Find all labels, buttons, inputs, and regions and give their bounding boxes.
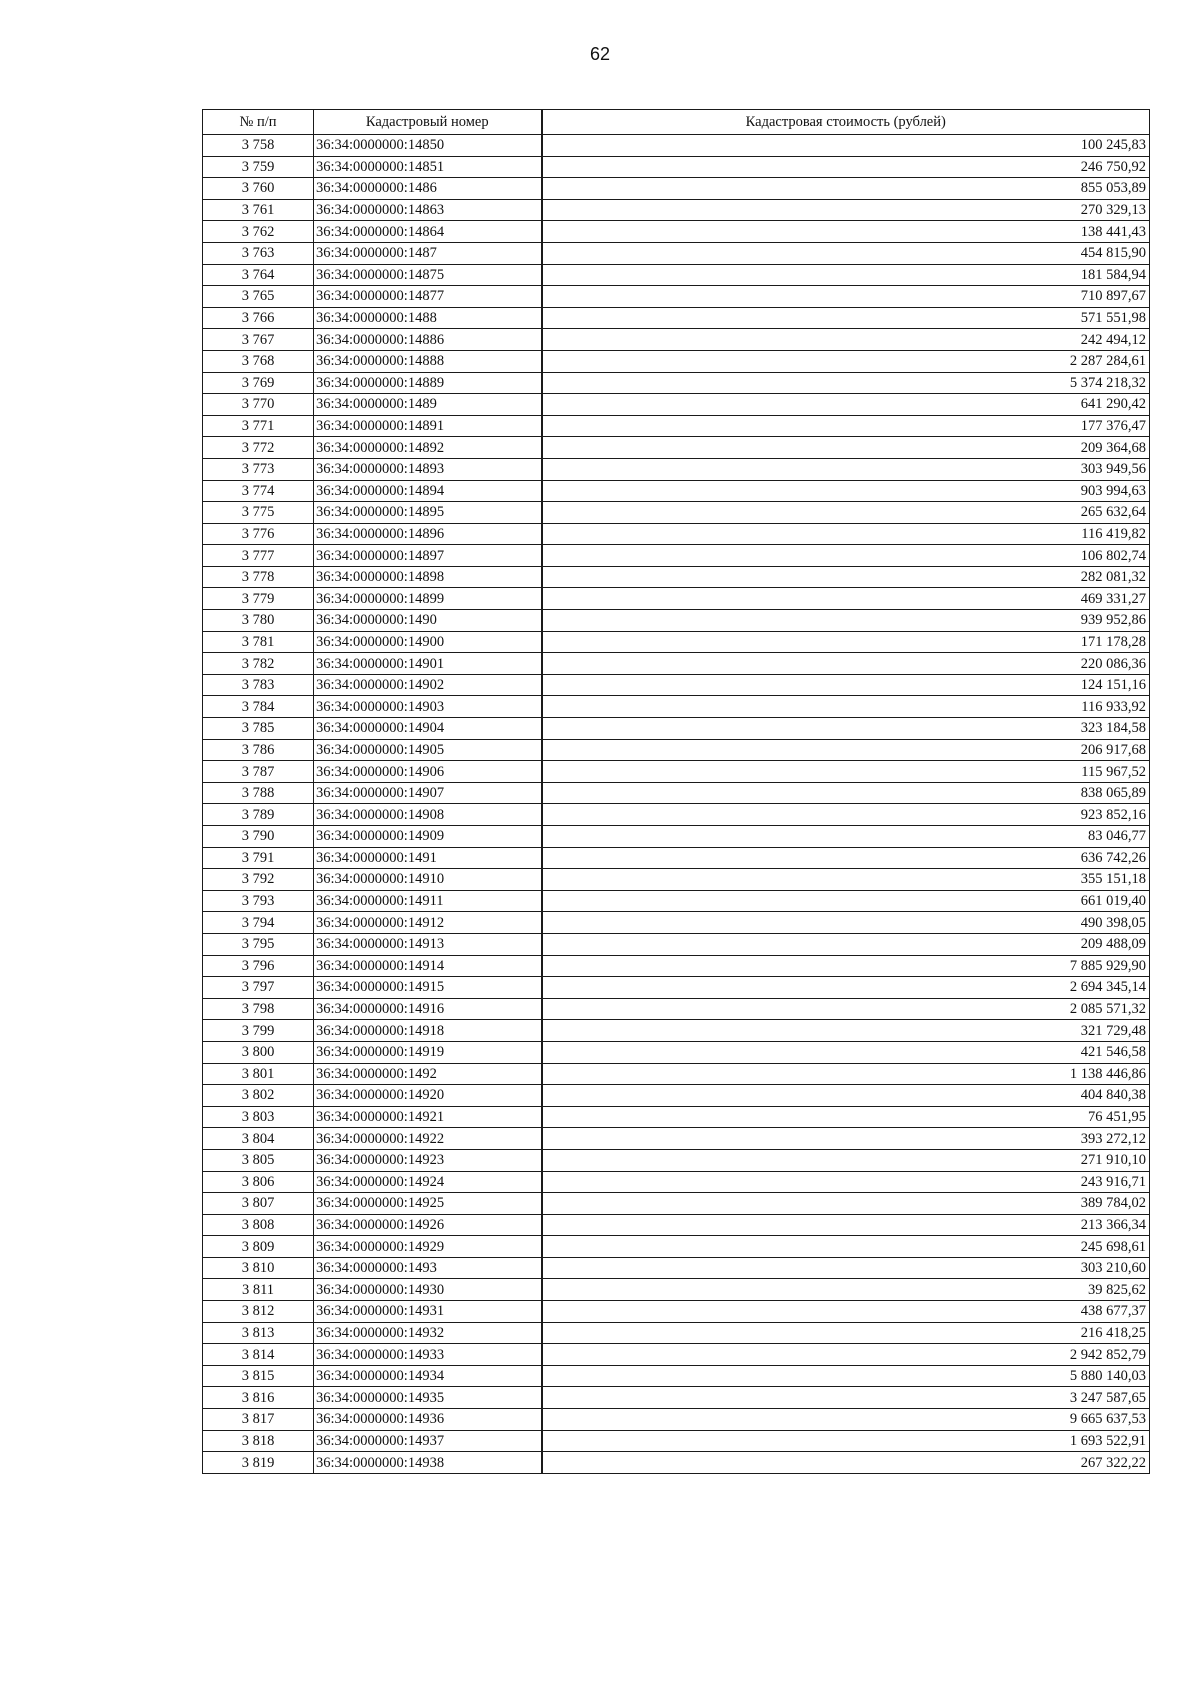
table-row (203, 437, 1150, 459)
table-row (203, 221, 1150, 243)
row-number-cell: 3 801 (203, 1063, 314, 1085)
row-number-cell: 3 814 (203, 1344, 314, 1366)
cadastral-number-cell: 36:34:0000000:14910 (314, 869, 542, 891)
row-number-cell: 3 806 (203, 1171, 314, 1193)
row-number-cell: 3 792 (203, 869, 314, 891)
row-number-cell: 3 818 (203, 1430, 314, 1452)
cadastral-value-cell: 9 665 637,53 (542, 1409, 1150, 1431)
cadastral-value-cell: 242 494,12 (542, 329, 1150, 351)
cadastral-value-cell: 2 085 571,32 (542, 998, 1150, 1020)
table-row (203, 847, 1150, 869)
header-cadastral-value: Кадастровая стоимость (рублей) (542, 110, 1150, 135)
cadastral-number-cell: 36:34:0000000:14906 (314, 761, 542, 783)
table-row (203, 135, 1150, 157)
table-row (203, 955, 1150, 977)
row-number-cell: 3 758 (203, 135, 314, 157)
table-row (203, 933, 1150, 955)
table-row (203, 977, 1150, 999)
table-row (203, 998, 1150, 1020)
cadastral-value-cell: 1 693 522,91 (542, 1430, 1150, 1452)
cadastral-number-cell: 36:34:0000000:14897 (314, 545, 542, 567)
row-number-cell: 3 808 (203, 1214, 314, 1236)
table-row (203, 242, 1150, 264)
cadastral-number-cell: 36:34:0000000:1487 (314, 242, 542, 264)
row-number-cell: 3 769 (203, 372, 314, 394)
cadastral-value-cell: 116 933,92 (542, 696, 1150, 718)
table-row (203, 739, 1150, 761)
table-row (203, 890, 1150, 912)
table-row (203, 1128, 1150, 1150)
cadastral-value-cell: 213 366,34 (542, 1214, 1150, 1236)
cadastral-value-cell: 303 949,56 (542, 458, 1150, 480)
table-row (203, 1085, 1150, 1107)
cadastral-number-cell: 36:34:0000000:14875 (314, 264, 542, 286)
table-row (203, 415, 1150, 437)
row-number-cell: 3 778 (203, 566, 314, 588)
table-row (203, 1214, 1150, 1236)
cadastral-value-cell: 206 917,68 (542, 739, 1150, 761)
table-row (203, 1020, 1150, 1042)
cadastral-value-cell: 100 245,83 (542, 135, 1150, 157)
row-number-cell: 3 780 (203, 610, 314, 632)
cadastral-number-cell: 36:34:0000000:14888 (314, 350, 542, 372)
cadastral-number-cell: 36:34:0000000:14924 (314, 1171, 542, 1193)
cadastral-number-cell: 36:34:0000000:14905 (314, 739, 542, 761)
table-row (203, 1365, 1150, 1387)
cadastral-value-cell: 116 419,82 (542, 523, 1150, 545)
cadastral-number-cell: 36:34:0000000:14929 (314, 1236, 542, 1258)
table-row (203, 1193, 1150, 1215)
row-number-cell: 3 782 (203, 653, 314, 675)
row-number-cell: 3 777 (203, 545, 314, 567)
cadastral-value-cell: 393 272,12 (542, 1128, 1150, 1150)
cadastral-number-cell: 36:34:0000000:14923 (314, 1149, 542, 1171)
cadastral-value-cell: 303 210,60 (542, 1257, 1150, 1279)
row-number-cell: 3 775 (203, 502, 314, 524)
cadastral-number-cell: 36:34:0000000:14851 (314, 156, 542, 178)
cadastral-number-cell: 36:34:0000000:14895 (314, 502, 542, 524)
row-number-cell: 3 783 (203, 674, 314, 696)
cadastral-value-cell: 355 151,18 (542, 869, 1150, 891)
cadastral-value-cell: 171 178,28 (542, 631, 1150, 653)
row-number-cell: 3 764 (203, 264, 314, 286)
cadastral-value-cell: 76 451,95 (542, 1106, 1150, 1128)
row-number-cell: 3 761 (203, 199, 314, 221)
cadastral-number-cell: 36:34:0000000:14893 (314, 458, 542, 480)
cadastral-number-cell: 36:34:0000000:1486 (314, 178, 542, 200)
cadastral-value-cell: 220 086,36 (542, 653, 1150, 675)
table-row (203, 718, 1150, 740)
table-row (203, 588, 1150, 610)
table-row (203, 1430, 1150, 1452)
cadastral-number-cell: 36:34:0000000:14936 (314, 1409, 542, 1431)
table-header-row (203, 110, 1150, 135)
row-number-cell: 3 759 (203, 156, 314, 178)
row-number-cell: 3 790 (203, 826, 314, 848)
row-number-cell: 3 774 (203, 480, 314, 502)
row-number-cell: 3 813 (203, 1322, 314, 1344)
cadastral-number-cell: 36:34:0000000:14900 (314, 631, 542, 653)
cadastral-value-cell: 490 398,05 (542, 912, 1150, 934)
cadastral-number-cell: 36:34:0000000:14864 (314, 221, 542, 243)
cadastral-value-cell: 282 081,32 (542, 566, 1150, 588)
row-number-cell: 3 793 (203, 890, 314, 912)
row-number-cell: 3 762 (203, 221, 314, 243)
cadastral-value-cell: 209 488,09 (542, 933, 1150, 955)
table-row (203, 1322, 1150, 1344)
row-number-cell: 3 786 (203, 739, 314, 761)
table-row (203, 1257, 1150, 1279)
header-row-number: № п/п (203, 110, 314, 135)
cadastral-value-cell: 216 418,25 (542, 1322, 1150, 1344)
row-number-cell: 3 768 (203, 350, 314, 372)
table-row (203, 372, 1150, 394)
row-number-cell: 3 804 (203, 1128, 314, 1150)
cadastral-value-cell: 855 053,89 (542, 178, 1150, 200)
row-number-cell: 3 800 (203, 1041, 314, 1063)
cadastral-number-cell: 36:34:0000000:14891 (314, 415, 542, 437)
cadastral-number-cell: 36:34:0000000:1490 (314, 610, 542, 632)
cadastral-number-cell: 36:34:0000000:14938 (314, 1452, 542, 1474)
cadastral-number-cell: 36:34:0000000:14889 (314, 372, 542, 394)
table-row (203, 1063, 1150, 1085)
table-row (203, 610, 1150, 632)
row-number-cell: 3 819 (203, 1452, 314, 1474)
cadastral-value-cell: 438 677,37 (542, 1301, 1150, 1323)
page-number: 62 (589, 44, 611, 64)
cadastral-value-cell: 138 441,43 (542, 221, 1150, 243)
cadastral-number-cell: 36:34:0000000:14863 (314, 199, 542, 221)
cadastral-value-table (202, 109, 1150, 1474)
row-number-cell: 3 802 (203, 1085, 314, 1107)
cadastral-number-cell: 36:34:0000000:1492 (314, 1063, 542, 1085)
cadastral-value-cell: 710 897,67 (542, 286, 1150, 308)
row-number-cell: 3 805 (203, 1149, 314, 1171)
cadastral-value-cell: 1 138 446,86 (542, 1063, 1150, 1085)
cadastral-number-cell: 36:34:0000000:14933 (314, 1344, 542, 1366)
cadastral-value-cell: 7 885 929,90 (542, 955, 1150, 977)
cadastral-value-cell: 267 322,22 (542, 1452, 1150, 1474)
cadastral-value-cell: 903 994,63 (542, 480, 1150, 502)
cadastral-number-cell: 36:34:0000000:14902 (314, 674, 542, 696)
cadastral-number-cell: 36:34:0000000:1489 (314, 394, 542, 416)
table-row (203, 264, 1150, 286)
cadastral-number-cell: 36:34:0000000:14898 (314, 566, 542, 588)
cadastral-number-cell: 36:34:0000000:14922 (314, 1128, 542, 1150)
table-row (203, 156, 1150, 178)
table-row (203, 653, 1150, 675)
cadastral-number-cell: 36:34:0000000:14934 (314, 1365, 542, 1387)
row-number-cell: 3 817 (203, 1409, 314, 1431)
row-number-cell: 3 796 (203, 955, 314, 977)
cadastral-number-cell: 36:34:0000000:14915 (314, 977, 542, 999)
row-number-cell: 3 765 (203, 286, 314, 308)
row-number-cell: 3 811 (203, 1279, 314, 1301)
table-row (203, 1344, 1150, 1366)
cadastral-value-cell: 2 694 345,14 (542, 977, 1150, 999)
cadastral-value-cell: 2 287 284,61 (542, 350, 1150, 372)
cadastral-number-cell: 36:34:0000000:14877 (314, 286, 542, 308)
cadastral-number-cell: 36:34:0000000:14918 (314, 1020, 542, 1042)
table-row (203, 869, 1150, 891)
table-row (203, 545, 1150, 567)
row-number-cell: 3 771 (203, 415, 314, 437)
row-number-cell: 3 812 (203, 1301, 314, 1323)
cadastral-value-cell: 323 184,58 (542, 718, 1150, 740)
cadastral-number-cell: 36:34:0000000:14907 (314, 782, 542, 804)
row-number-cell: 3 789 (203, 804, 314, 826)
row-number-cell: 3 776 (203, 523, 314, 545)
row-number-cell: 3 773 (203, 458, 314, 480)
table-row (203, 178, 1150, 200)
cadastral-value-cell: 641 290,42 (542, 394, 1150, 416)
cadastral-value-cell: 270 329,13 (542, 199, 1150, 221)
row-number-cell: 3 791 (203, 847, 314, 869)
cadastral-number-cell: 36:34:0000000:14937 (314, 1430, 542, 1452)
cadastral-value-cell: 404 840,38 (542, 1085, 1150, 1107)
cadastral-number-cell: 36:34:0000000:1488 (314, 307, 542, 329)
cadastral-value-cell: 321 729,48 (542, 1020, 1150, 1042)
table-row (203, 394, 1150, 416)
cadastral-value-cell: 636 742,26 (542, 847, 1150, 869)
row-number-cell: 3 785 (203, 718, 314, 740)
row-number-cell: 3 784 (203, 696, 314, 718)
table-row (203, 1387, 1150, 1409)
row-number-cell: 3 766 (203, 307, 314, 329)
row-number-cell: 3 809 (203, 1236, 314, 1258)
cadastral-number-cell: 36:34:0000000:14930 (314, 1279, 542, 1301)
row-number-cell: 3 798 (203, 998, 314, 1020)
table-row (203, 1149, 1150, 1171)
cadastral-number-cell: 36:34:0000000:1493 (314, 1257, 542, 1279)
row-number-cell: 3 816 (203, 1387, 314, 1409)
row-number-cell: 3 807 (203, 1193, 314, 1215)
table-row (203, 1452, 1150, 1474)
row-number-cell: 3 781 (203, 631, 314, 653)
row-number-cell: 3 797 (203, 977, 314, 999)
cadastral-value-cell: 469 331,27 (542, 588, 1150, 610)
cadastral-value-cell: 265 632,64 (542, 502, 1150, 524)
table-row (203, 1236, 1150, 1258)
table-body (203, 135, 1150, 1474)
cadastral-number-cell: 36:34:0000000:14904 (314, 718, 542, 740)
cadastral-number-cell: 36:34:0000000:14935 (314, 1387, 542, 1409)
cadastral-value-cell: 923 852,16 (542, 804, 1150, 826)
cadastral-value-cell: 124 151,16 (542, 674, 1150, 696)
row-number-cell: 3 799 (203, 1020, 314, 1042)
cadastral-number-cell: 36:34:0000000:14925 (314, 1193, 542, 1215)
cadastral-number-cell: 36:34:0000000:14913 (314, 933, 542, 955)
row-number-cell: 3 767 (203, 329, 314, 351)
cadastral-number-cell: 36:34:0000000:14886 (314, 329, 542, 351)
cadastral-value-cell: 243 916,71 (542, 1171, 1150, 1193)
cadastral-value-cell: 838 065,89 (542, 782, 1150, 804)
cadastral-value-cell: 661 019,40 (542, 890, 1150, 912)
table-row (203, 480, 1150, 502)
table-row (203, 804, 1150, 826)
table-row (203, 1106, 1150, 1128)
row-number-cell: 3 794 (203, 912, 314, 934)
cadastral-value-cell: 571 551,98 (542, 307, 1150, 329)
table-row (203, 329, 1150, 351)
cadastral-value-cell: 246 750,92 (542, 156, 1150, 178)
cadastral-value-cell: 209 364,68 (542, 437, 1150, 459)
cadastral-number-cell: 36:34:0000000:14914 (314, 955, 542, 977)
row-number-cell: 3 787 (203, 761, 314, 783)
row-number-cell: 3 795 (203, 933, 314, 955)
cadastral-number-cell: 36:34:0000000:14899 (314, 588, 542, 610)
cadastral-number-cell: 36:34:0000000:14931 (314, 1301, 542, 1323)
cadastral-number-cell: 36:34:0000000:1491 (314, 847, 542, 869)
cadastral-value-cell: 939 952,86 (542, 610, 1150, 632)
cadastral-number-cell: 36:34:0000000:14909 (314, 826, 542, 848)
cadastral-number-cell: 36:34:0000000:14921 (314, 1106, 542, 1128)
table-row (203, 1409, 1150, 1431)
row-number-cell: 3 763 (203, 242, 314, 264)
cadastral-value-cell: 39 825,62 (542, 1279, 1150, 1301)
cadastral-value-cell: 389 784,02 (542, 1193, 1150, 1215)
header-cadastral-number: Кадастровый номер (314, 110, 542, 135)
table-row (203, 566, 1150, 588)
cadastral-number-cell: 36:34:0000000:14892 (314, 437, 542, 459)
cadastral-number-cell: 36:34:0000000:14926 (314, 1214, 542, 1236)
table-row (203, 912, 1150, 934)
cadastral-value-cell: 3 247 587,65 (542, 1387, 1150, 1409)
table-row (203, 307, 1150, 329)
cadastral-value-cell: 2 942 852,79 (542, 1344, 1150, 1366)
row-number-cell: 3 779 (203, 588, 314, 610)
row-number-cell: 3 803 (203, 1106, 314, 1128)
row-number-cell: 3 772 (203, 437, 314, 459)
cadastral-number-cell: 36:34:0000000:14903 (314, 696, 542, 718)
cadastral-value-cell: 177 376,47 (542, 415, 1150, 437)
cadastral-number-cell: 36:34:0000000:14896 (314, 523, 542, 545)
table-row (203, 696, 1150, 718)
cadastral-value-cell: 106 802,74 (542, 545, 1150, 567)
cadastral-number-cell: 36:34:0000000:14916 (314, 998, 542, 1020)
table-row (203, 1171, 1150, 1193)
row-number-cell: 3 810 (203, 1257, 314, 1279)
cadastral-value-cell: 83 046,77 (542, 826, 1150, 848)
row-number-cell: 3 815 (203, 1365, 314, 1387)
table-row (203, 674, 1150, 696)
table-row (203, 631, 1150, 653)
table-row (203, 826, 1150, 848)
cadastral-number-cell: 36:34:0000000:14919 (314, 1041, 542, 1063)
table-row (203, 1301, 1150, 1323)
cadastral-value-cell: 115 967,52 (542, 761, 1150, 783)
cadastral-number-cell: 36:34:0000000:14911 (314, 890, 542, 912)
table-row (203, 1279, 1150, 1301)
row-number-cell: 3 760 (203, 178, 314, 200)
table-row (203, 761, 1150, 783)
cadastral-number-cell: 36:34:0000000:14894 (314, 480, 542, 502)
cadastral-value-cell: 454 815,90 (542, 242, 1150, 264)
cadastral-value-cell: 5 880 140,03 (542, 1365, 1150, 1387)
cadastral-value-cell: 181 584,94 (542, 264, 1150, 286)
cadastral-number-cell: 36:34:0000000:14908 (314, 804, 542, 826)
cadastral-number-cell: 36:34:0000000:14932 (314, 1322, 542, 1344)
cadastral-number-cell: 36:34:0000000:14920 (314, 1085, 542, 1107)
cadastral-number-cell: 36:34:0000000:14912 (314, 912, 542, 934)
table-row (203, 458, 1150, 480)
table-row (203, 1041, 1150, 1063)
cadastral-number-cell: 36:34:0000000:14901 (314, 653, 542, 675)
table-row (203, 523, 1150, 545)
cadastral-value-cell: 421 546,58 (542, 1041, 1150, 1063)
cadastral-value-cell: 245 698,61 (542, 1236, 1150, 1258)
row-number-cell: 3 770 (203, 394, 314, 416)
table-row (203, 350, 1150, 372)
table-row (203, 199, 1150, 221)
table-row (203, 782, 1150, 804)
cadastral-value-cell: 271 910,10 (542, 1149, 1150, 1171)
table-row (203, 502, 1150, 524)
cadastral-number-cell: 36:34:0000000:14850 (314, 135, 542, 157)
row-number-cell: 3 788 (203, 782, 314, 804)
table-row (203, 286, 1150, 308)
cadastral-value-cell: 5 374 218,32 (542, 372, 1150, 394)
